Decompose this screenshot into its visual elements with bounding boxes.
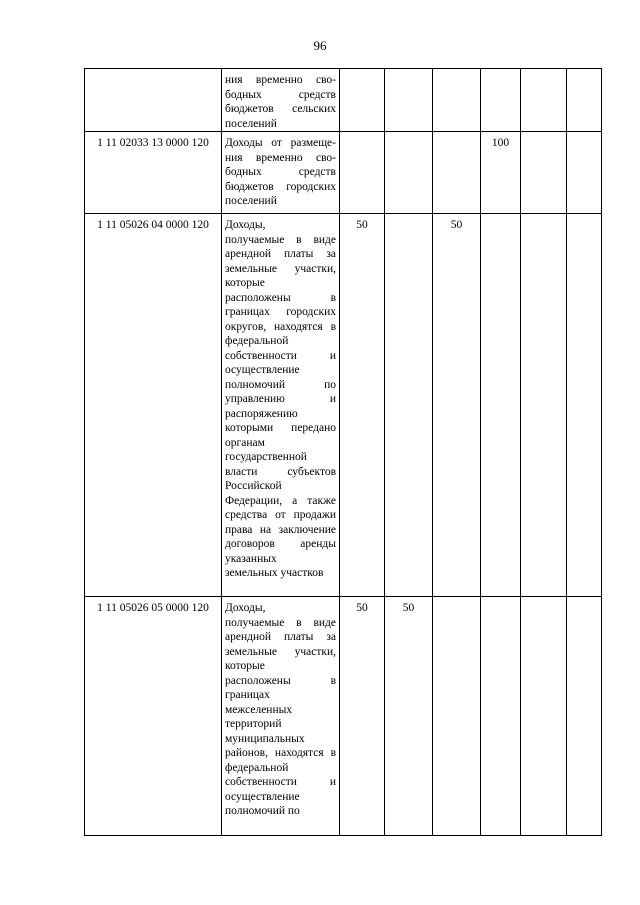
cell-code: 1 11 02033 13 0000 120	[85, 132, 222, 214]
name-line: федеральной	[225, 335, 289, 347]
cell-code	[85, 69, 222, 132]
cell-value	[433, 69, 481, 132]
name-line: которые	[225, 660, 265, 672]
table-row	[85, 69, 602, 132]
name-line: округов, находятся в	[225, 320, 336, 333]
name-line: муниципальных	[225, 732, 305, 745]
cell-value	[385, 214, 433, 597]
table-body	[85, 69, 602, 836]
name-line: договоров аренды	[225, 538, 336, 550]
cell-value	[481, 69, 521, 132]
name-line: полномочий по	[225, 378, 336, 391]
name-line: которыми передано	[225, 422, 336, 434]
cell-value	[567, 214, 602, 597]
name-line: ния временно сво-	[225, 151, 336, 164]
cell-value	[521, 214, 567, 597]
cell-value: 50	[433, 214, 481, 597]
cell-value: 50	[385, 597, 433, 836]
cell-name	[222, 597, 340, 836]
cell-value	[521, 132, 567, 214]
cell-value: 50	[340, 214, 385, 597]
name-line: государственной	[225, 451, 307, 463]
cell-value	[481, 214, 521, 597]
name-line: земельные участки,	[225, 262, 336, 275]
name-line: межселенных	[225, 703, 293, 716]
name-line: земельные участки,	[225, 645, 336, 658]
name-line: бодных средств	[225, 88, 336, 101]
name-line: бюджетов сельских	[225, 103, 336, 115]
table-row	[85, 132, 602, 214]
name-line: арендной платы за	[225, 631, 336, 643]
cell-name	[222, 132, 340, 214]
name-line: территорий	[225, 718, 282, 730]
cell-value	[385, 69, 433, 132]
name-line: полномочий по	[225, 805, 300, 817]
name-line: указанных	[225, 552, 277, 565]
name-line: собственности и	[225, 776, 336, 788]
name-line: поселений	[225, 117, 277, 130]
table-row	[85, 214, 602, 597]
cell-value	[340, 132, 385, 214]
cell-value	[481, 597, 521, 836]
cell-value	[433, 132, 481, 214]
name-line: Российской	[225, 480, 282, 492]
name-line: средства от продажи	[225, 509, 336, 521]
cell-value	[385, 132, 433, 214]
name-line: Доходы,	[225, 219, 266, 231]
name-line: власти субъектов	[225, 465, 336, 478]
name-line: ния временно сво-	[225, 74, 336, 86]
name-line: земельных участков	[225, 567, 324, 579]
name-line: расположены в	[225, 291, 336, 304]
cell-value	[521, 597, 567, 836]
cell-name	[222, 214, 340, 597]
name-line: осуществление	[225, 790, 300, 803]
cell-name	[222, 69, 340, 132]
name-line: получаемые в виде	[225, 233, 336, 246]
cell-value	[567, 132, 602, 214]
cell-value	[521, 69, 567, 132]
name-line: поселений	[225, 195, 277, 207]
cell-code: 1 11 05026 04 0000 120	[85, 214, 222, 597]
name-line: права на заключение	[225, 523, 336, 536]
name-line: органам	[225, 436, 265, 449]
name-line: Доходы,	[225, 602, 266, 614]
name-line: бюджетов городских	[225, 180, 336, 193]
name-line: арендной платы за	[225, 248, 336, 260]
page-number: 96	[313, 38, 327, 53]
name-line: распоряжению	[225, 407, 298, 420]
name-line: районов, находятся в	[225, 747, 336, 759]
cell-value	[567, 597, 602, 836]
name-line: Доходы от размеще-	[225, 137, 336, 149]
cell-value: 100	[481, 132, 521, 214]
name-line: границах	[225, 689, 270, 701]
name-line: которые	[225, 277, 265, 289]
name-line: бодных средств	[225, 166, 336, 178]
name-line: собственности и	[225, 349, 336, 362]
cell-value	[433, 597, 481, 836]
name-line: границах городских	[225, 306, 336, 318]
cell-code: 1 11 05026 05 0000 120	[85, 597, 222, 836]
name-line: управлению и	[225, 393, 336, 405]
table-row	[85, 597, 602, 836]
cell-value	[567, 69, 602, 132]
name-line: осуществление	[225, 364, 300, 376]
name-line: Федерации, а также	[225, 494, 336, 507]
revenue-table	[84, 68, 602, 836]
cell-value: 50	[340, 597, 385, 836]
cell-value	[340, 69, 385, 132]
name-line: получаемые в виде	[225, 616, 336, 629]
name-line: расположены в	[225, 674, 336, 687]
name-line: федеральной	[225, 761, 289, 774]
